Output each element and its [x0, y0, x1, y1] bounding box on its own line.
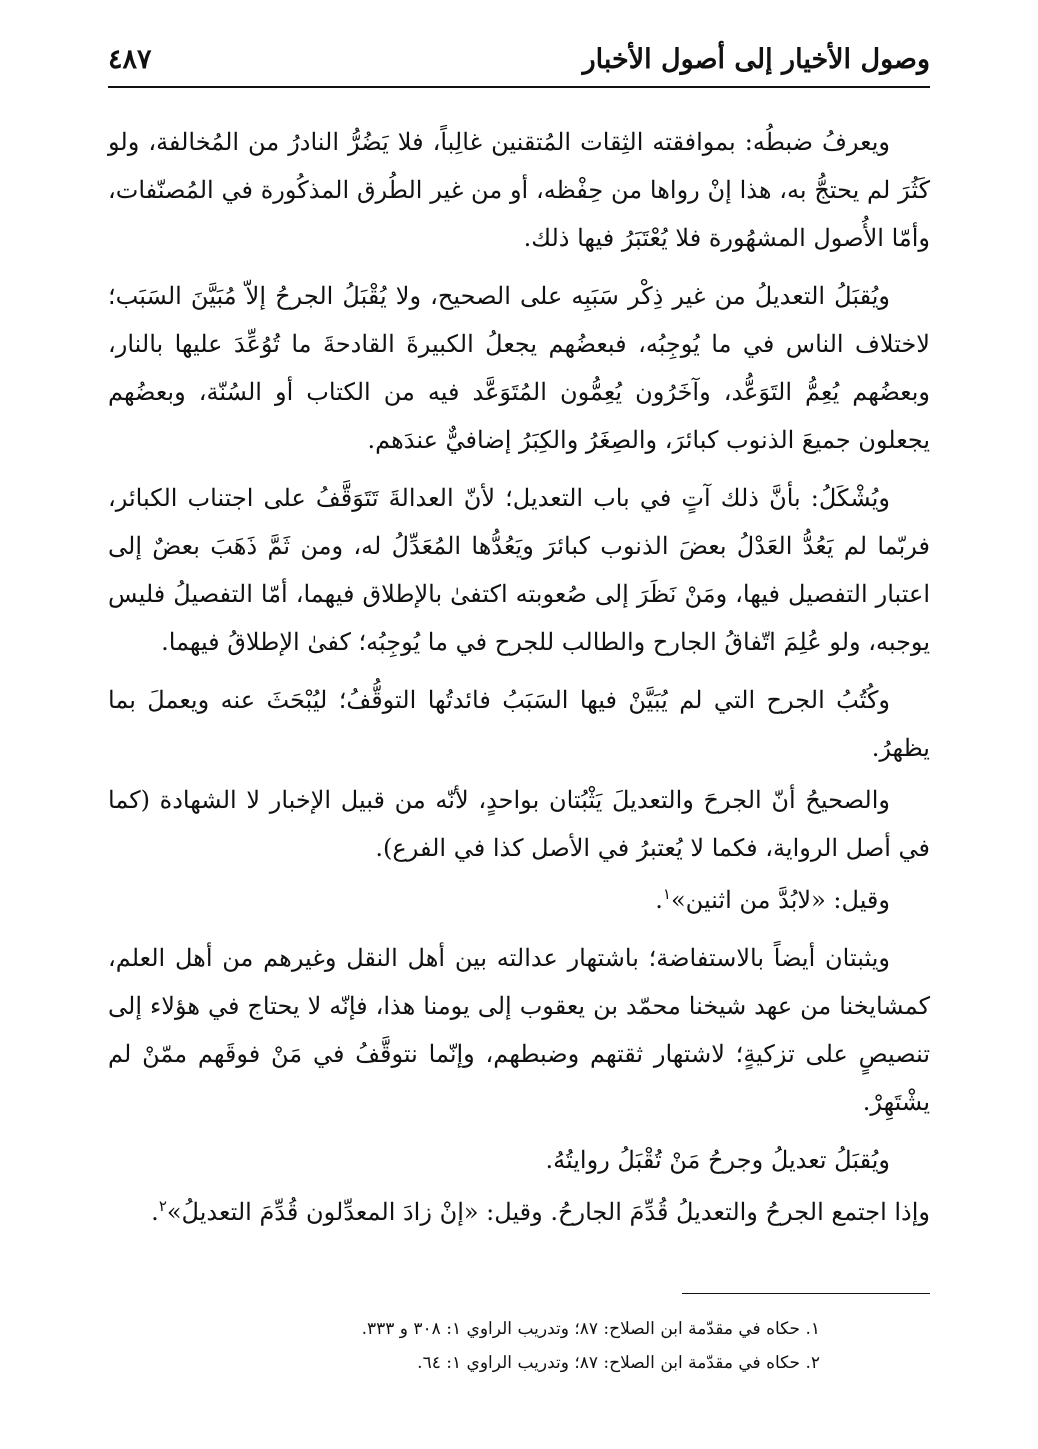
qil-end: . [655, 886, 663, 914]
footnotes [108, 1312, 930, 1380]
page-number: ٤٨٧ [108, 44, 152, 75]
main-text [108, 118, 930, 1246]
paragraph-sahih-wahid: والصحيحُ أنّ الجرحَ والتعديلَ يَثْبُتان بواحدٍ، لأنّه من قبيل الإخبار لا الشهادة (كما في أصل الرواية، فكما لا يُعتبرُ في الأصل كذا في الفرع). [108, 786, 930, 862]
ijtima-text: وإذا اجتمع الجرحُ والتعديلُ قُدِّمَ الجارحُ. وقيل: «إنْ زادَ المعدِّلون قُدِّمَ التعديلُ» [166, 1198, 930, 1226]
qil-text: وقيل: «لابُدَّ من اثنين» [670, 886, 890, 914]
footnote-ref-1[interactable]: ١ [662, 885, 671, 903]
paragraph-dabt: ويعرفُ ضبطُه: بموافقته الثِقات المُتقنين غالِباً، فلا يَضُرُّ النادرُ من المُخالفة، ولو كَثُرَ لم يحتجُّ به، هذا إنْ رواها من حِفْظه، أو من غير الطُرق المذكُورة في المُصنّفات، وأمّا الأُصول المشهُورة فلا يُعْتَبَرُ فيها ذلك. [108, 128, 930, 252]
footnote-ref-2[interactable]: ٢ [158, 1197, 167, 1215]
footnote-divider [682, 1293, 930, 1294]
paragraph-ishkal: ويُشْكَلُ: بأنَّ ذلك آتٍ في باب التعديل؛ لأنّ العدالةَ تَتَوَقَّفُ على اجتناب الكبائر، فربّما لم يَعُدُّ العَدْلُ بعضَ الذنوب كبائرَ ويَعُدُّها المُعَدِّلُ له، ومن ثَمَّ ذَهَبَ بعضٌ إلى اعتبار التفصيل فيها، ومَنْ نَظَرَ إلى صُعوبته اكتفىٰ بالإطلاق فيهما، أمّا التفصيلُ فليس يوجبه، ولو عُلِمَ اتّفاقُ الجارح والطالب للجرح في ما يُوجِبُه؛ كفىٰ الإطلاقُ فيهما. [108, 484, 930, 656]
footnote-2: ٢. حكاه في مقدّمة ابن الصلاح: ٨٧؛ وتدريب الراوي ١: ٦٤. [417, 1353, 820, 1373]
ijtima-end: . [151, 1198, 159, 1226]
footnote-1: ١. حكاه في مقدّمة ابن الصلاح: ٨٧؛ وتدريب الراوي ١: ٣٠٨ و ٣٣٣. [361, 1319, 820, 1339]
paragraph-ijtima [108, 1188, 930, 1236]
paragraph-tadil-jarh: ويُقبَلُ التعديلُ من غير ذِكْر سَبَبِه على الصحيح، ولا يُقْبَلُ الجرحُ إلاّ مُبَيَّنَ السَبَب؛ لاختلاف الناس في ما يُوجِبُه، فبعضُهم يجعلُ الكبيرةَ القادحةَ ما تُوُعِّدَ عليها بالنار، وبعضُهم يُعِمُّ التَوَعُّد، وآخَرُون يُعِمُّون المُتَوَعَّد فيه من الكتاب أو السُنّة، وبعضُهم يجعلون جميعَ الذنوب كبائرَ، والصِغَرُ والكِبَرُ إضافيٌّ عندَهم. [108, 282, 930, 454]
paragraph-istifada: ويثبتان أيضاً بالاستفاضة؛ باشتهار عدالته بين أهل النقل وغيرهم من أهل العلم، كمشايخنا من عهد شيخنا محمّد بن يعقوب إلى يومنا هذا، فإنّه لا يحتاج في هؤلاء إلى تنصيصٍ على تزكيةٍ؛ لاشتهار ثقتهم وضبطهم، وإنّما نتوقَّفُ في مَنْ فوقَهم ممّنْ لم يشْتَهِرْ. [108, 944, 930, 1116]
paragraph-kutub-jarh: وكُتُبُ الجرح التي لم يُبَيَّنْ فيها السَبَبُ فائدتُها التوقُّفُ؛ ليُبْحَثَ عنه ويعملَ بما يظهرُ. [108, 686, 930, 762]
running-header [108, 40, 930, 88]
paragraph-qil-ithnayn [108, 876, 930, 924]
running-title: وصول الأخيار إلى أصول الأخبار [582, 44, 930, 75]
paragraph-yuqbal: ويُقبَلُ تعديلُ وجرحُ مَنْ تُقْبَلُ روايتُهُ. [545, 1146, 890, 1174]
